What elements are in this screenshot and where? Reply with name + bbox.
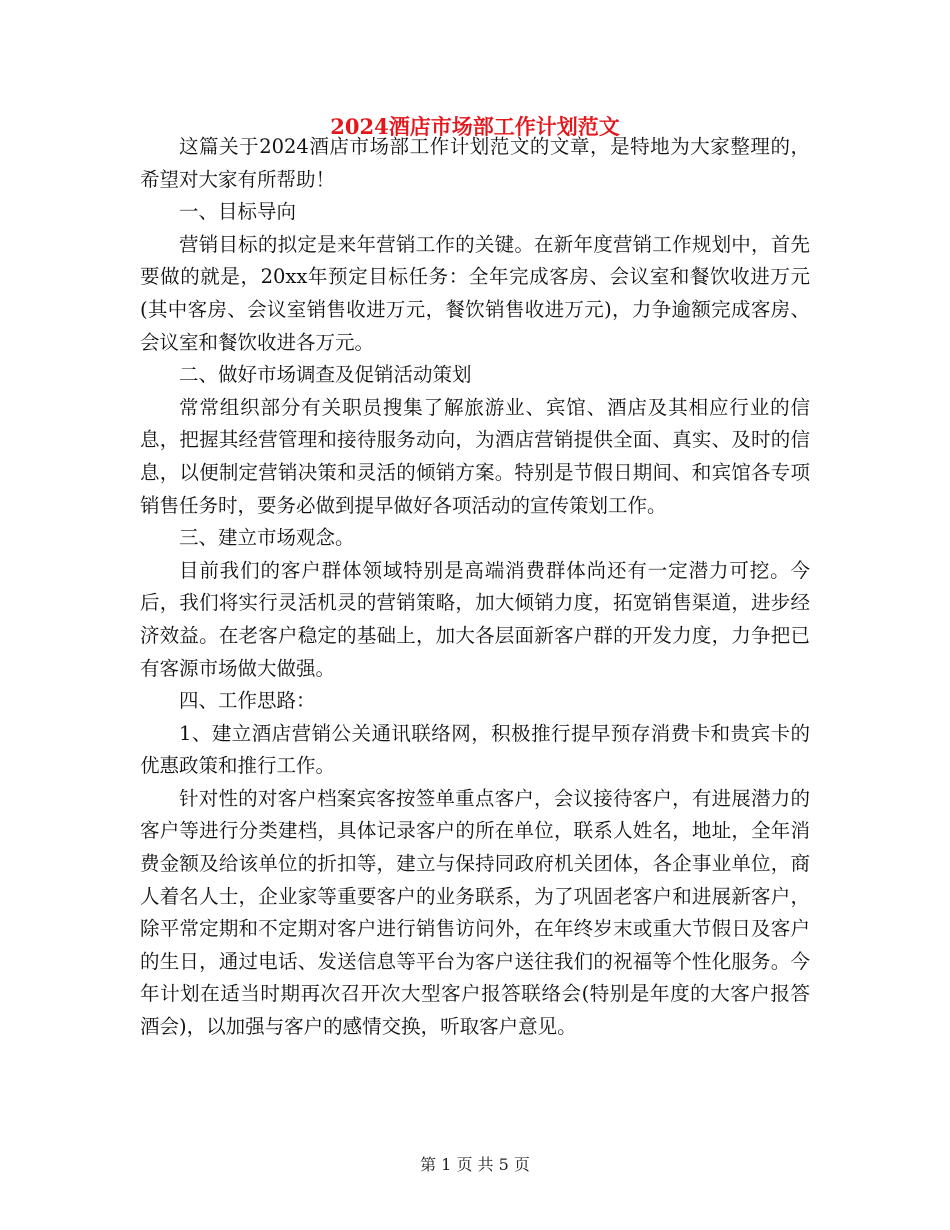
body-paragraph: 针对性的对客户档案宾客按签单重点客户，会议接待客户，有进展潜力的客户等进行分类建档，具体记录客户的所在单位，联系人姓名，地址，全年消费金额及给该单位的折扣等，建立与保持同政府机关团体，各企事业单位，商人着名人士，企业家等重要客户的业务联系，为了巩固老客户和进展新客户，除平常定期和不定期对客户进行销售访问外，在年终岁末或重大节假日及客户的生日，通过电话、发送信息等平台为客户送往我们的祝福等个性化服务。今年计划在适当时期再次召开次大型客户报答联络会(特别是年度的大客户报答酒会)，以加强与客户的感情交换，听取客户意见。 — [140, 786, 810, 1039]
intro-paragraph: 这篇关于2024酒店市场部工作计划范文的文章，是特地为大家整理的，希望对大家有所帮助！ — [140, 135, 810, 191]
document-title: 2024酒店市场部工作计划范文 — [330, 114, 620, 139]
section-heading: 四、工作思路： — [179, 689, 316, 713]
section-heading: 二、做好市场调查及促销活动策划 — [179, 363, 472, 387]
body-paragraph: 1、建立酒店营销公关通讯联络网，积极推行提早预存消费卡和贵宾卡的优惠政策和推行工作。 — [140, 721, 810, 778]
page-footer: 第 1 页 共 5 页 — [420, 1155, 530, 1174]
document-body — [140, 131, 810, 1044]
section-heading: 一、目标导向 — [179, 200, 297, 224]
body-paragraph: 目前我们的客户群体领域特别是高端消费群体尚还有一定潜力可挖。今后，我们将实行灵活机灵的营销策略，加大倾销力度，拓宽销售渠道，进步经济效益。在老客户稳定的基础上，加大各层面新客户群的开发力度，力争把已有客源市场做大做强。 — [140, 558, 810, 680]
body-paragraph: 营销目标的拟定是来年营销工作的关键。在新年度营销工作规划中，首先要做的就是，20xx年预定目标任务：全年完成客房、会议室和餐饮收进万元(其中客房、会议室销售收进万元，餐饮销售收进万元)，力争逾额完成客房、会议室和餐饮收进各万元。 — [140, 232, 810, 354]
section-heading: 三、建立市场观念。 — [179, 526, 355, 550]
body-paragraph: 常常组织部分有关职员搜集了解旅游业、宾馆、酒店及其相应行业的信息，把握其经营管理和接待服务动向，为酒店营销提供全面、真实、及时的信息，以便制定营销决策和灵活的倾销方案。特别是节假日期间、和宾馆各专项销售任务时，要务必做到提早做好各项活动的宣传策划工作。 — [140, 395, 810, 517]
